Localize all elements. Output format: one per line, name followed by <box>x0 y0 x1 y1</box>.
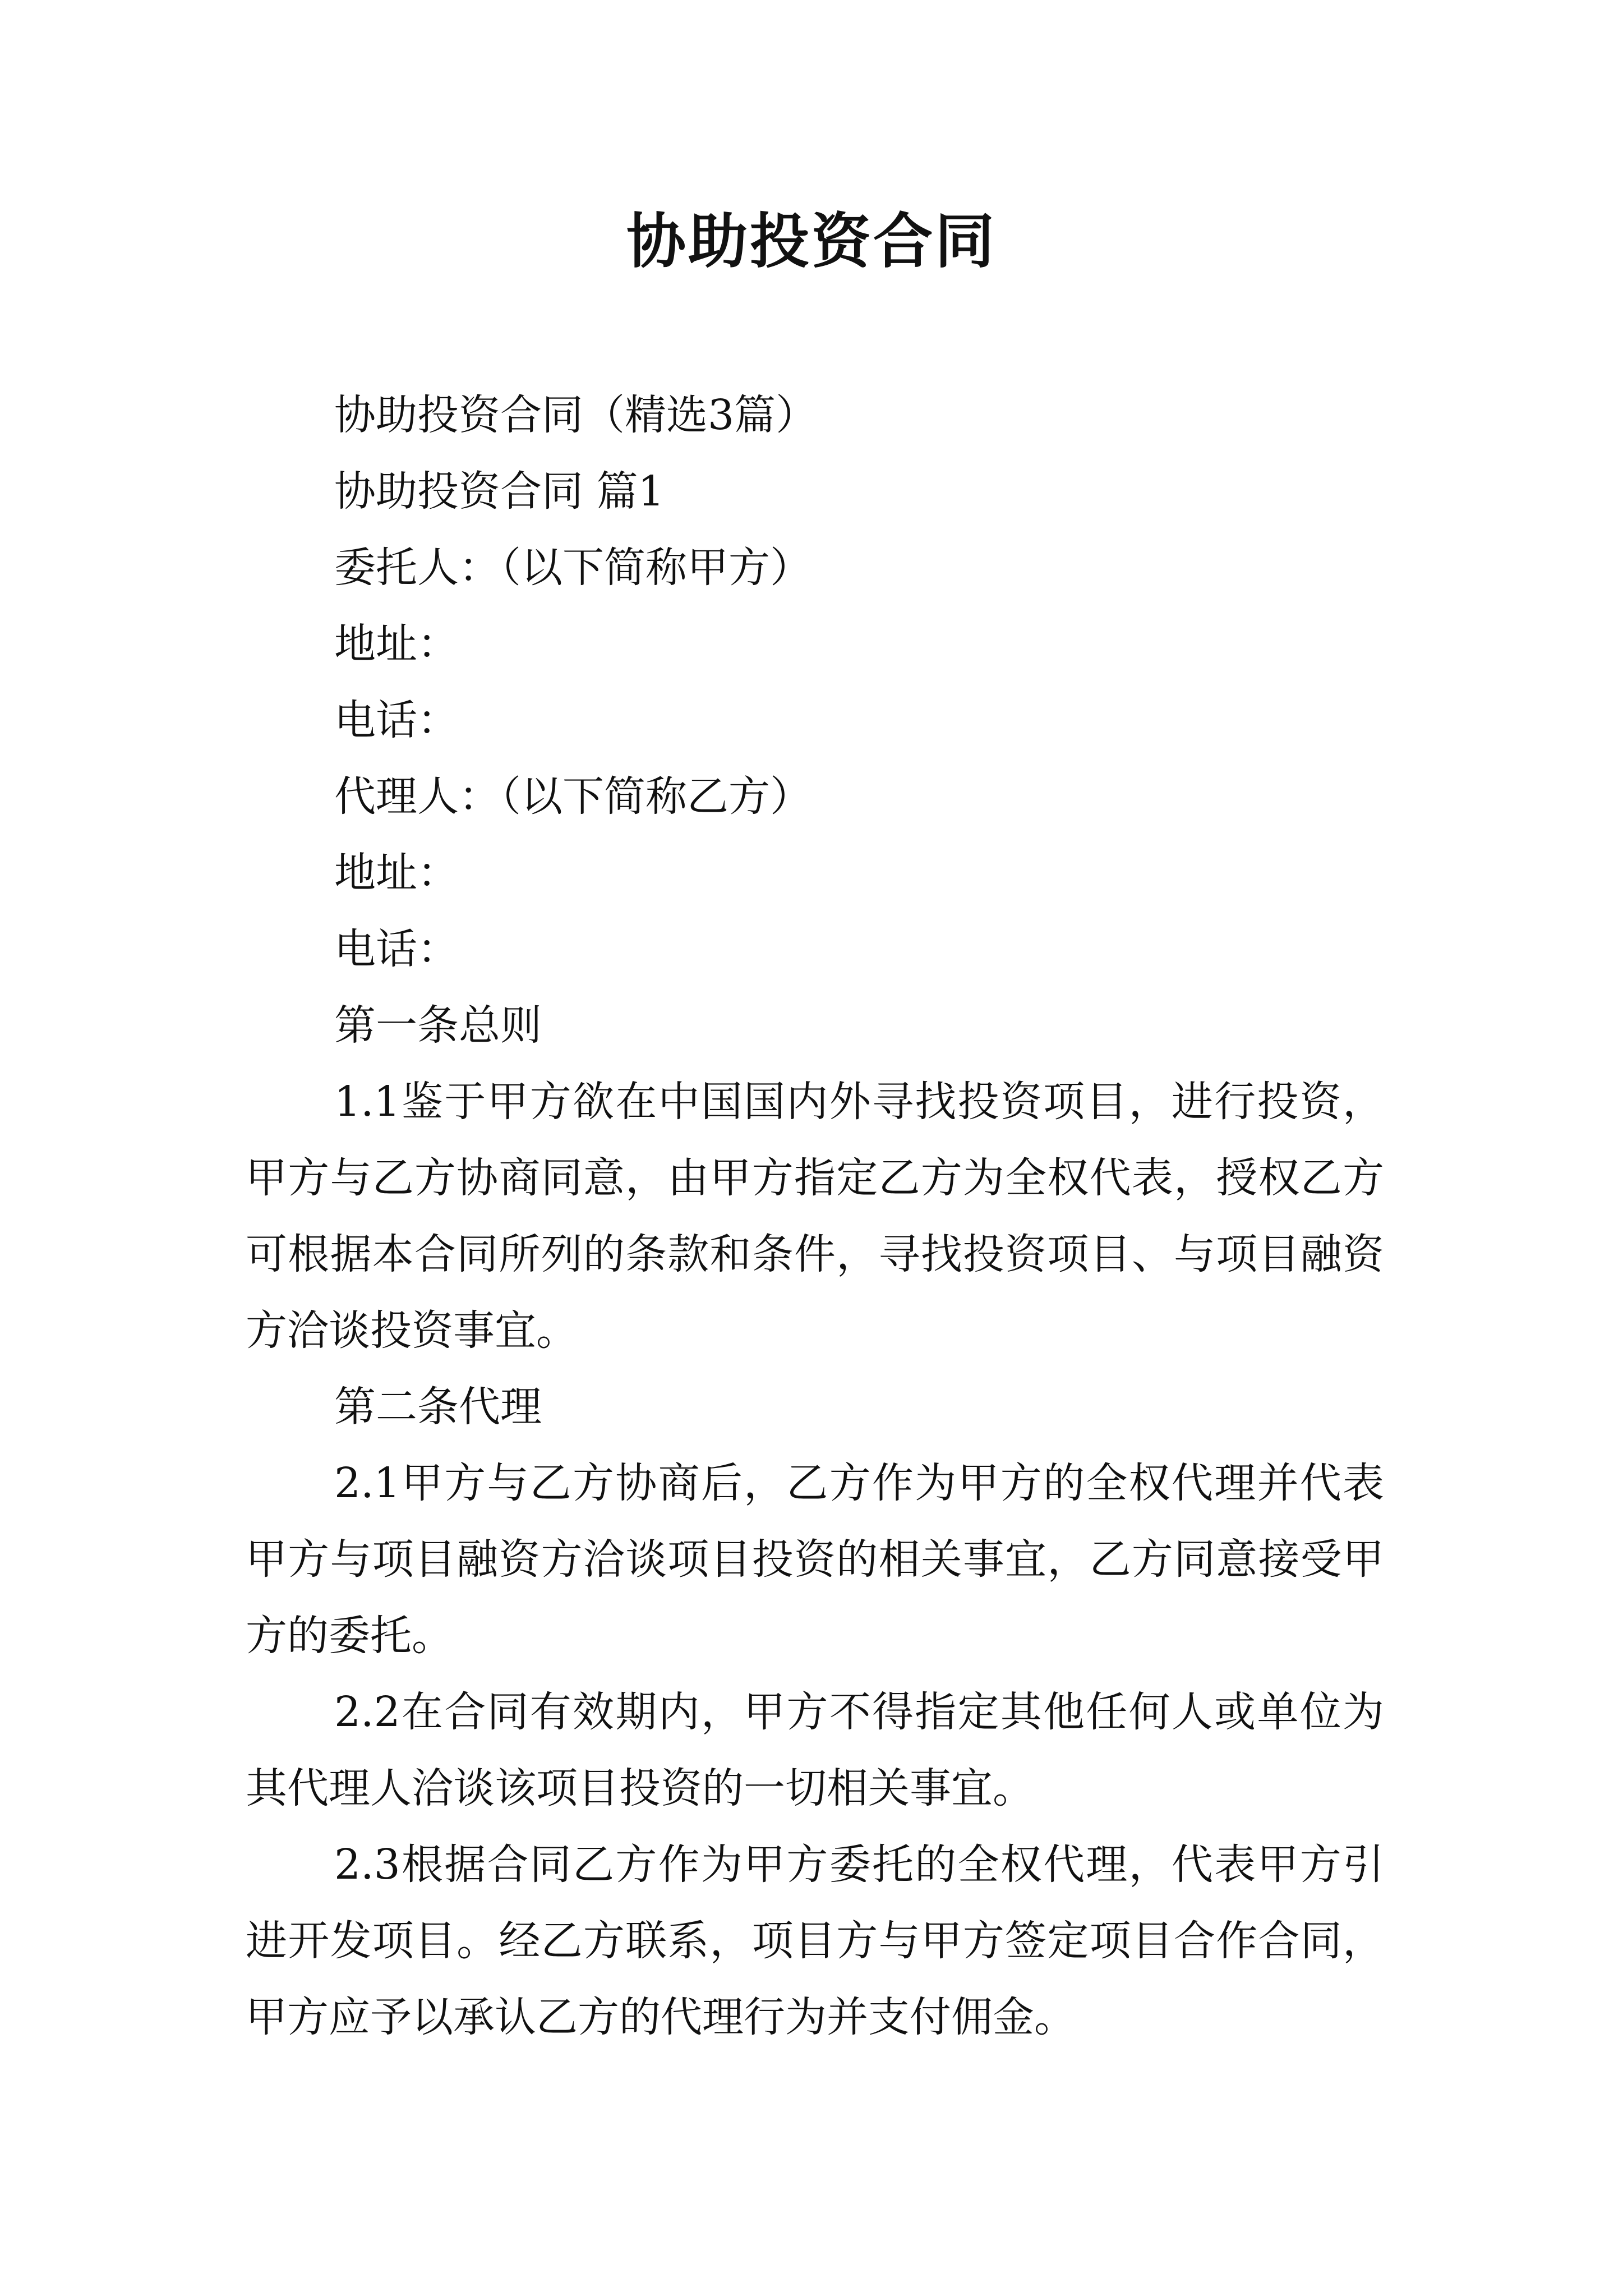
article-2-heading: 第二条代理 <box>334 1383 542 1431</box>
principal-line: 委托人：（以下简称甲方） <box>334 544 811 592</box>
document-title: 协助投资合同 <box>626 206 997 276</box>
clause-2-3: 2.3根据合同乙方作为甲方委托的全权代理，代表甲方引进开发项目。经乙方联系，项目方与甲方签定项目合作合同，甲方应予以承认乙方的代理行为并支付佣金。 <box>246 1841 1384 2041</box>
agent-address-line: 地址： <box>334 849 459 897</box>
clause-2-2: 2.2在合同有效期内，甲方不得指定其他任何人或单位为其代理人洽谈该项目投资的一切相关事宜。 <box>246 1688 1384 1812</box>
article-1-heading: 第一条总则 <box>334 1001 542 1050</box>
clause-1-1: 1.1鉴于甲方欲在中国国内外寻找投资项目，进行投资，甲方与乙方协商同意，由甲方指定乙方为全权代表，授权乙方可根据本合同所列的条款和条件，寻找投资项目、与项目融资方洽谈投资事宜。 <box>246 1078 1384 1355</box>
principal-phone-line: 电话： <box>334 696 459 744</box>
document-body <box>246 377 1384 2055</box>
section-heading: 协助投资合同 篇1 <box>334 467 665 516</box>
agent-phone-line: 电话： <box>334 925 459 973</box>
subtitle-line: 协助投资合同（精选3篇） <box>334 391 818 439</box>
clause-2-1: 2.1甲方与乙方协商后，乙方作为甲方的全权代理并代表甲方与项目融资方洽谈项目投资的相关事宜，乙方同意接受甲方的委托。 <box>246 1459 1384 1660</box>
agent-line: 代理人：（以下简称乙方） <box>334 772 811 821</box>
principal-address-line: 地址： <box>334 620 459 668</box>
